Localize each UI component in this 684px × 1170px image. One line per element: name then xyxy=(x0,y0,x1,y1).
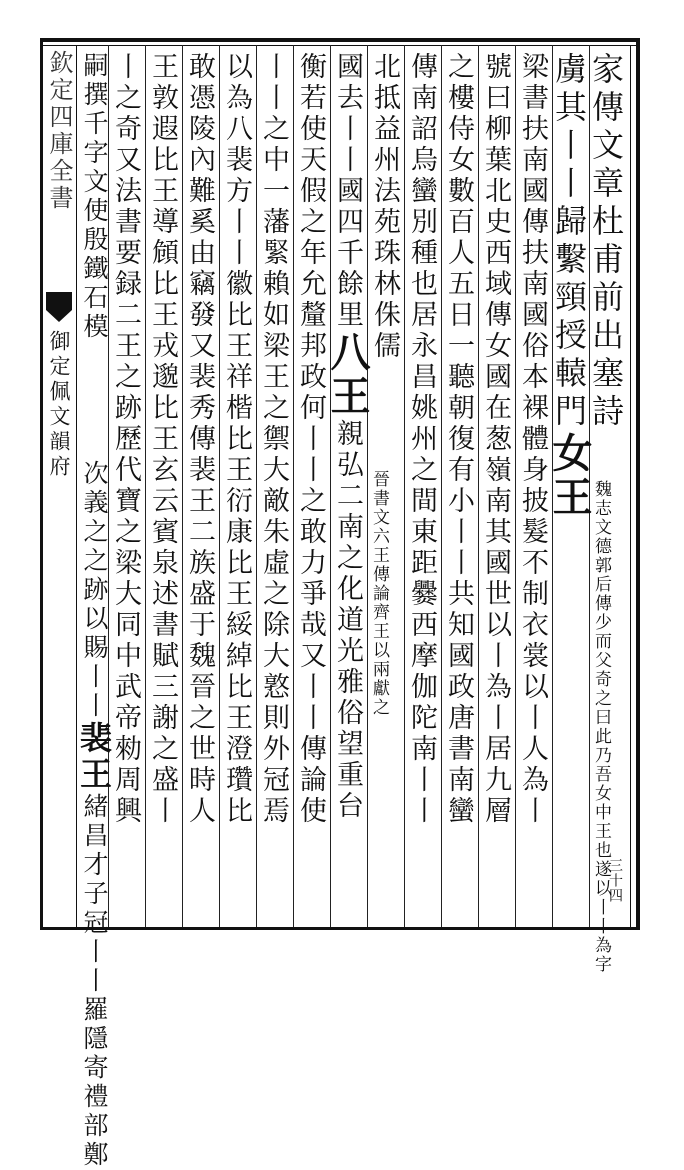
column-text: 嗣撰千字文使殷鐵石模 xyxy=(80,52,109,342)
column-text: 丨丨之中一藩緊賴如梁王之禦大敵朱虛之除大憝則外冠焉 xyxy=(258,52,289,827)
column-text: 之樓侍女數百人五日一聽朝復有小丨丨共知國政唐書南蠻 xyxy=(443,52,474,827)
text-column-6 xyxy=(407,52,443,920)
spine-book-title: 御定佩文韻府 xyxy=(47,330,71,480)
frame-top-inner-border xyxy=(40,45,640,46)
column-text-continued: 親弘二南之化道光雅俗望重台 xyxy=(332,419,363,822)
entry-heading: 八王 xyxy=(324,331,371,419)
entry-heading: 裴王 xyxy=(75,721,113,793)
column-text: 敢憑陵內難奚由竊發又裴秀傳裴王二族盛于魏晉之世時人 xyxy=(184,52,215,827)
text-column-16 xyxy=(75,460,113,1170)
column-text: 衡若使天假之年允釐邦政何丨丨之敢力爭哉又丨丨傳論使 xyxy=(295,52,326,827)
text-column-11 xyxy=(222,52,258,920)
text-column-10 xyxy=(259,52,295,920)
frame-top-border xyxy=(40,38,640,42)
text-column-5 xyxy=(444,52,480,920)
annotation-text: 晉書文六王傳論齊王以兩獻之 xyxy=(369,470,389,717)
frame-right-border xyxy=(636,38,640,930)
frame-right-inner-border xyxy=(630,45,631,927)
annotation-text: 魏志文德郭后傳少而父奇之曰此乃吾女中王也遂以丨丨為字 xyxy=(591,480,611,974)
column-text: 國去丨丨國四千餘里 xyxy=(332,52,363,331)
page-number: 三十四 xyxy=(607,858,623,903)
text-column-8 xyxy=(324,52,371,920)
column-text: 虜其丨丨歸繫頸授轅門 xyxy=(550,52,588,432)
annotation-column-2 xyxy=(591,480,611,974)
column-text: 傳南詔烏蠻別種也居永昌姚州之間東距爨西摩伽陀南丨丨 xyxy=(406,52,437,827)
text-column-14 xyxy=(111,52,147,920)
text-column-2 xyxy=(546,52,593,920)
text-column-13 xyxy=(148,52,184,920)
spine-collection-title: 欽定四庫全書 xyxy=(45,50,73,212)
column-text: 家傳文章杜甫前出塞詩 xyxy=(587,52,625,432)
column-text: 號曰柳葉北史西域傳女國在葱嶺南其國世以丨為丨居九層 xyxy=(480,52,511,827)
entry-heading: 女王 xyxy=(546,432,593,520)
column-text: 北抵益州法苑珠林侏儒 xyxy=(369,52,400,362)
frame-spine-border xyxy=(76,45,77,927)
text-column-4 xyxy=(481,52,517,920)
column-text: 王敦遐比王導頠比王戎邈比王玄云賓泉述書賦三謝之盛丨 xyxy=(147,52,178,827)
column-text-continued: 緒昌才子冠丨丨羅隱寄禮部鄭 xyxy=(80,793,109,1170)
frame-bottom-border xyxy=(40,927,640,930)
text-column-9 xyxy=(296,52,332,920)
fishtail-mark-icon xyxy=(44,290,74,324)
text-column-12 xyxy=(185,52,221,920)
column-text: 梁書扶南國傳扶南國俗本裸體身披髮不制衣裳以丨人為丨 xyxy=(517,52,548,827)
annotation-column-8 xyxy=(370,470,388,890)
frame-left-border xyxy=(40,38,43,930)
text-column-3 xyxy=(518,52,554,920)
column-text: 次義之之跡以賜丨丨 xyxy=(80,460,109,721)
column-text: 以為八裴方丨丨徽比王祥楷比王衍康比王綏綽比王澄瓚比 xyxy=(221,52,252,827)
column-text: 丨之奇又法書要録二王之跡歷代寶之梁大同中武帝勑周興 xyxy=(110,52,141,827)
